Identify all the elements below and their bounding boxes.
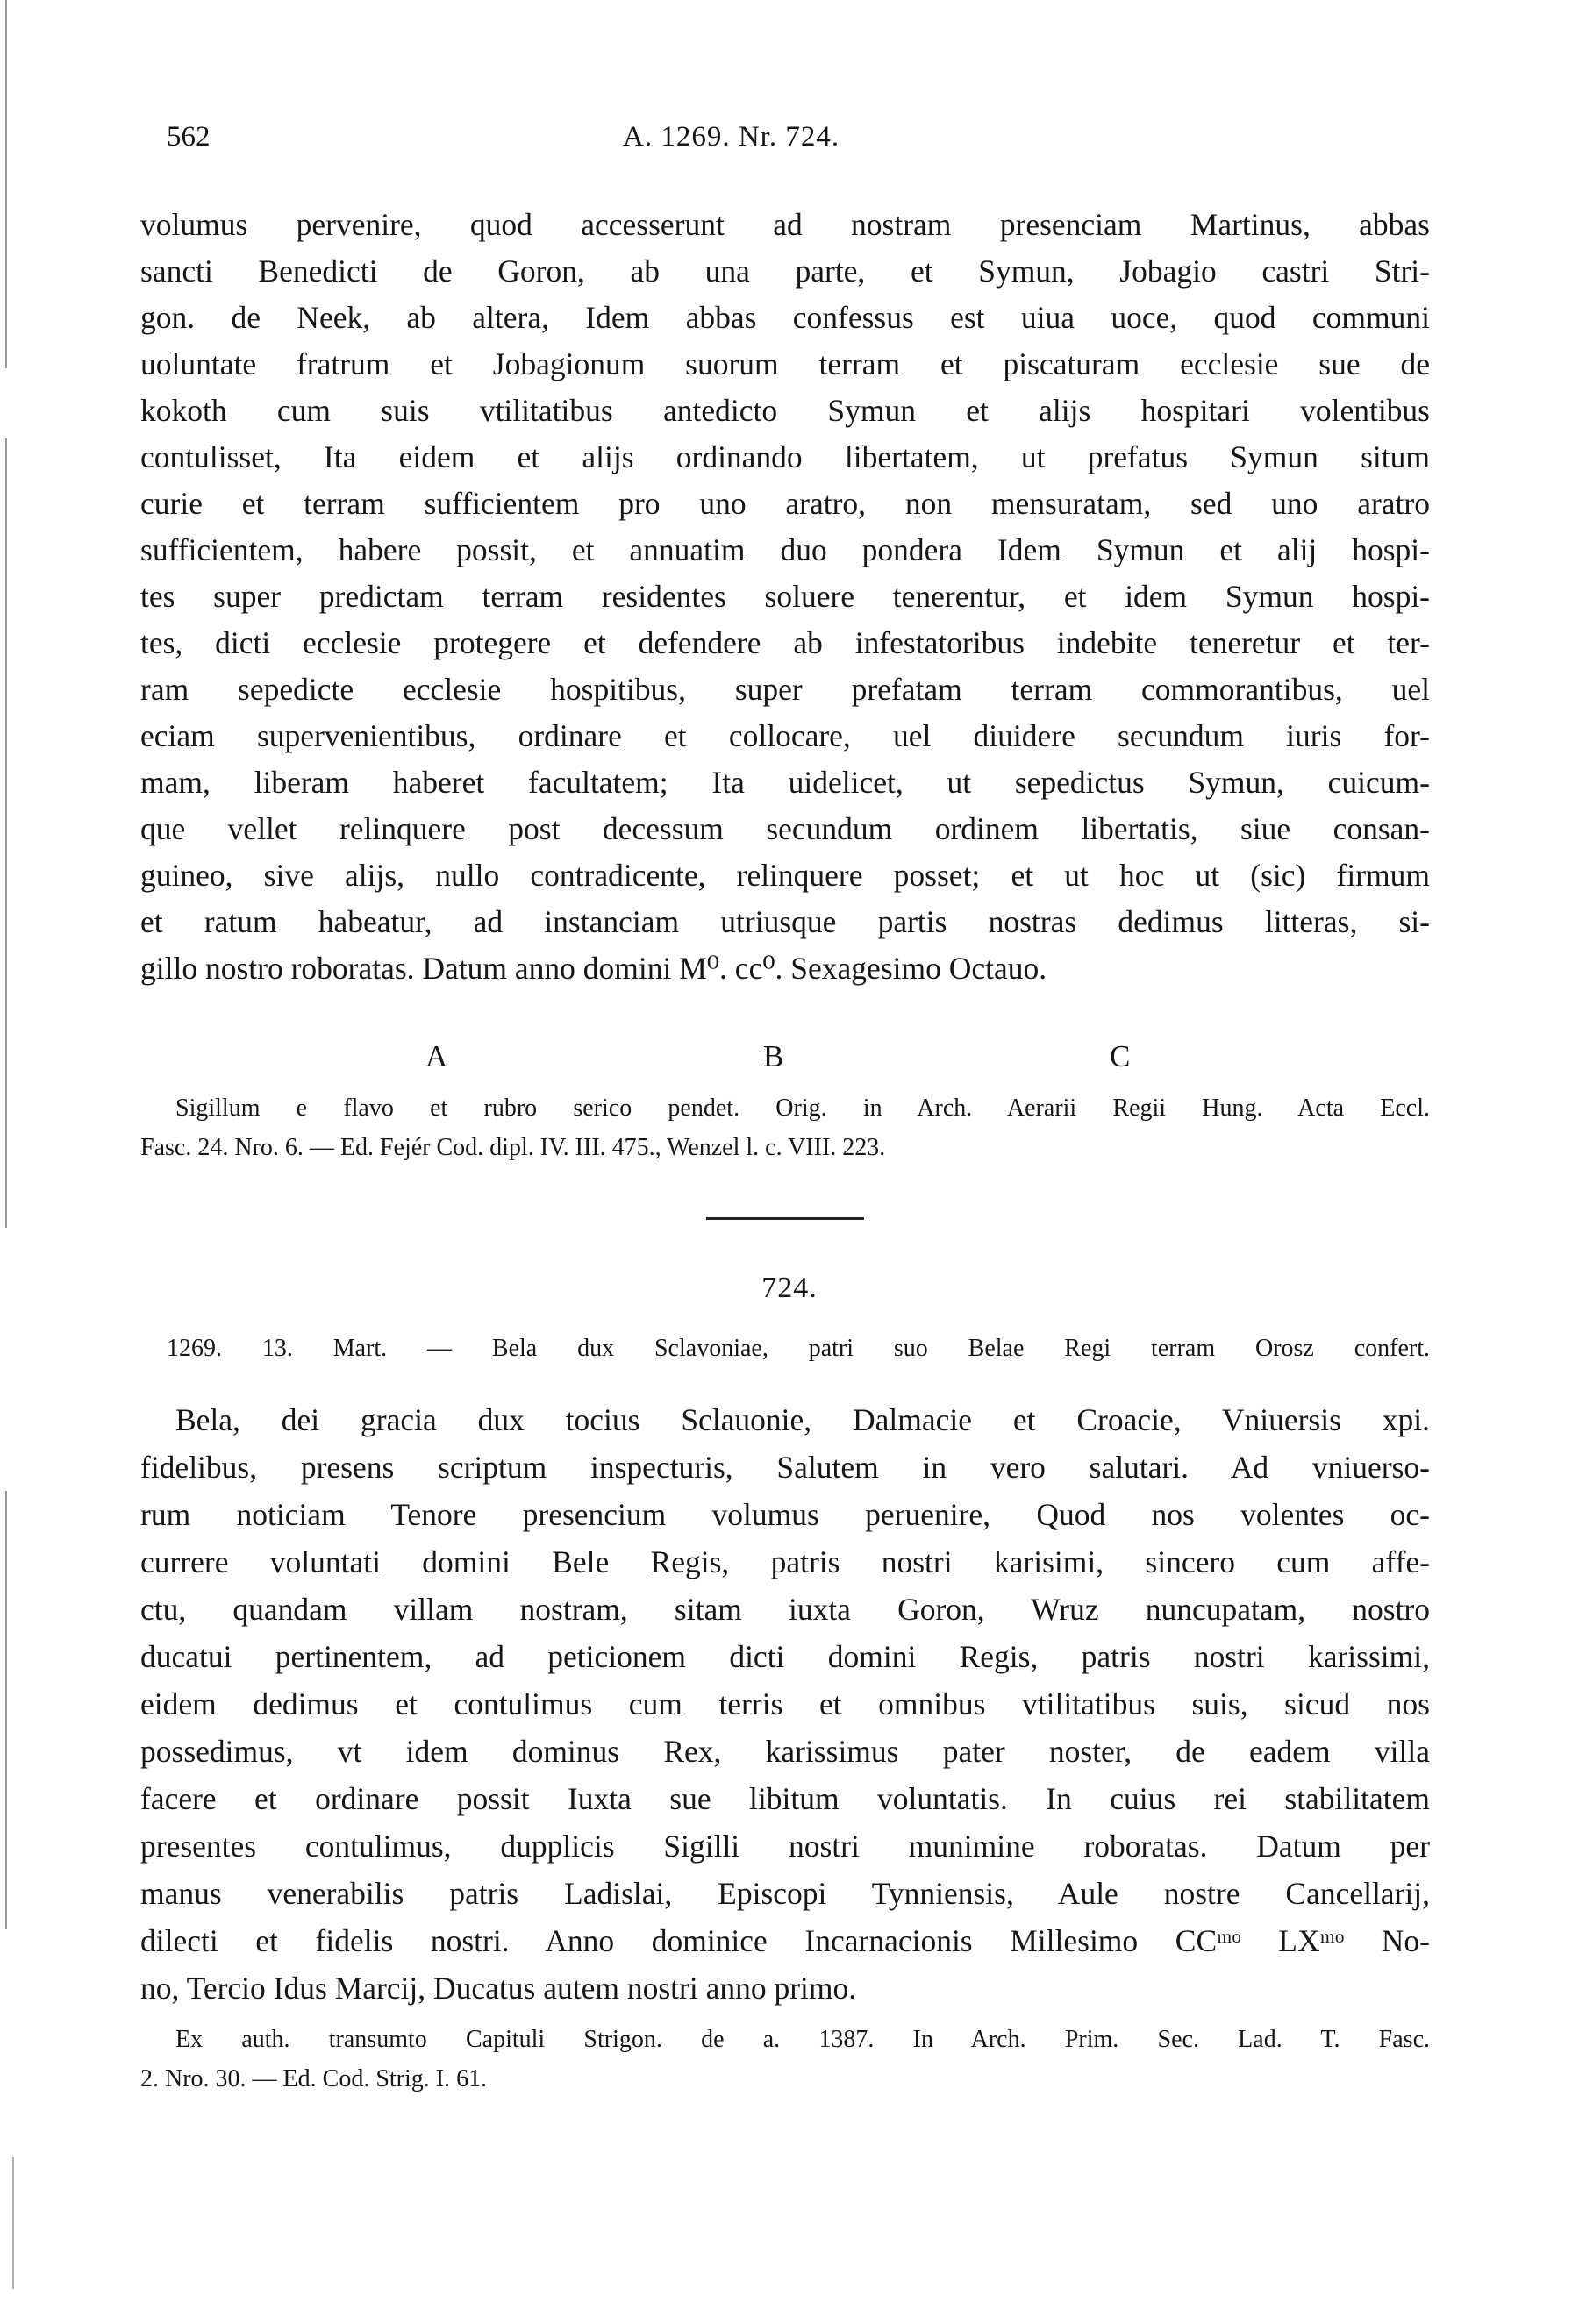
- running-title: A. 1269. Nr. 724.: [623, 121, 840, 153]
- text-line: Bela, dei gracia dux tocius Sclauonie, Dalmacie et Croacie, Vniuersis xpi.: [175, 1402, 1430, 1437]
- text-line: ducatui pertinentem, ad peticionem dicti domini Regis, patris nostri karissimi,: [140, 1639, 1430, 1674]
- seal-letter: A: [425, 1039, 448, 1073]
- text-line-last: gillo nostro roboratas. Datum anno domini M⁰. cc⁰. Sexagesimo Octauo.: [140, 951, 1047, 986]
- text-line-last: no, Tercio Idus Marcij, Ducatus autem nostri anno primo.: [140, 1971, 857, 2006]
- regest-summary: 1269. 13. Mart. — Bela dux Sclavoniae, patri suo Belae Regi terram Orosz confert.: [167, 1335, 1430, 1362]
- page-edge-line: [5, 0, 7, 368]
- text-line: tes, dicti ecclesie protegere et defendere ab infestatoribus indebite teneretur et ter-: [140, 625, 1430, 660]
- text-line: fidelibus, presens scriptum inspecturis, Salutem in vero salutari. Ad vniuerso-: [140, 1450, 1430, 1485]
- text-line: facere et ordinare possit Iuxta sue libitum voluntatis. In cuius rei stabilitatem: [140, 1781, 1430, 1816]
- text-line: sancti Benedicti de Goron, ab una parte, et Symun, Jobagio castri Stri-: [140, 253, 1430, 289]
- note-line: Fasc. 24. Nro. 6. — Ed. Fejér Cod. dipl. IV. III. 475., Wenzel l. c. VIII. 223.: [140, 1134, 886, 1161]
- note-line: 2. Nro. 30. — Ed. Cod. Strig. I. 61.: [140, 2065, 488, 2092]
- running-head: [0, 121, 1579, 174]
- text-line: dilecti et fidelis nostri. Anno dominice Incarnacionis Millesimo CCᵐᵒ LXᵐᵒ No-: [140, 1923, 1430, 1958]
- text-line: eidem dedimus et contulimus cum terris et omnibus vtilitatibus suis, sicud nos: [140, 1686, 1430, 1722]
- page-number: 562: [167, 121, 211, 153]
- text-line: ram sepedicte ecclesie hospitibus, super prefatam terram commorantibus, uel: [140, 672, 1430, 707]
- text-line: possedimus, vt idem dominus Rex, karissimus pater noster, de eadem villa: [140, 1734, 1430, 1769]
- text-line: guineo, sive alijs, nullo contradicente, relinquere posset; et ut hoc ut (sic) firmum: [140, 858, 1430, 893]
- text-line: volumus pervenire, quod accesserunt ad nostram presenciam Martinus, abbas: [140, 207, 1430, 242]
- separator-rule: [706, 1217, 864, 1220]
- seal-letter: C: [1110, 1039, 1131, 1073]
- text-line: que vellet relinquere post decessum secundum ordinem libertatis, siue consan-: [140, 811, 1430, 846]
- text-line: gon. de Neek, ab altera, Idem abbas confessus est uiua uoce, quod communi: [140, 300, 1430, 335]
- text-line: rum noticiam Tenore presencium volumus peruenire, Quod nos volentes oc-: [140, 1497, 1430, 1532]
- text-line: presentes contulimus, dupplicis Sigilli nostri munimine roboratas. Datum per: [140, 1829, 1430, 1864]
- page-edge-line: [5, 438, 7, 1228]
- page-edge-line: [5, 1491, 7, 1929]
- text-line: kokoth cum suis vtilitatibus antedicto Symun et alijs hospitari volentibus: [140, 393, 1430, 428]
- scan-margin-mark: [12, 2157, 14, 2289]
- text-line: et ratum habeatur, ad instanciam utriusque partis nostras dedimus litteras, si-: [140, 904, 1430, 939]
- seal-letter: B: [763, 1039, 784, 1073]
- note-line: Sigillum e flavo et rubro serico pendet. Orig. in Arch. Aerarii Regii Hung. Acta Eccl.: [175, 1094, 1430, 1122]
- document-number: 724.: [761, 1272, 818, 1304]
- text-line: uoluntate fratrum et Jobagionum suorum terram et piscaturam ecclesie sue de: [140, 346, 1430, 381]
- text-line: eciam supervenientibus, ordinare et collocare, uel diuidere secundum iuris for-: [140, 718, 1430, 753]
- text-line: curie et terram sufficientem pro uno aratro, non mensuratam, sed uno aratro: [140, 486, 1430, 521]
- text-line: tes super predictam terram residentes soluere tenerentur, et idem Symun hospi-: [140, 579, 1430, 614]
- text-line: currere voluntati domini Bele Regis, patris nostri karisimi, sincero cum affe-: [140, 1544, 1430, 1579]
- text-line: manus venerabilis patris Ladislai, Episcopi Tynniensis, Aule nostre Cancellarij,: [140, 1876, 1430, 1911]
- text-line: contulisset, Ita eidem et alijs ordinando libertatem, ut prefatus Symun situm: [140, 439, 1430, 474]
- text-line: ctu, quandam villam nostram, sitam iuxta Goron, Wruz nuncupatam, nostro: [140, 1592, 1430, 1627]
- note-line: Ex auth. transumto Capituli Strigon. de a. 1387. In Arch. Prim. Sec. Lad. T. Fasc.: [175, 2026, 1430, 2053]
- text-line: mam, liberam haberet facultatem; Ita uidelicet, ut sepedictus Symun, cuicum-: [140, 765, 1430, 800]
- text-line: sufficientem, habere possit, et annuatim duo pondera Idem Symun et alij hospi-: [140, 532, 1430, 567]
